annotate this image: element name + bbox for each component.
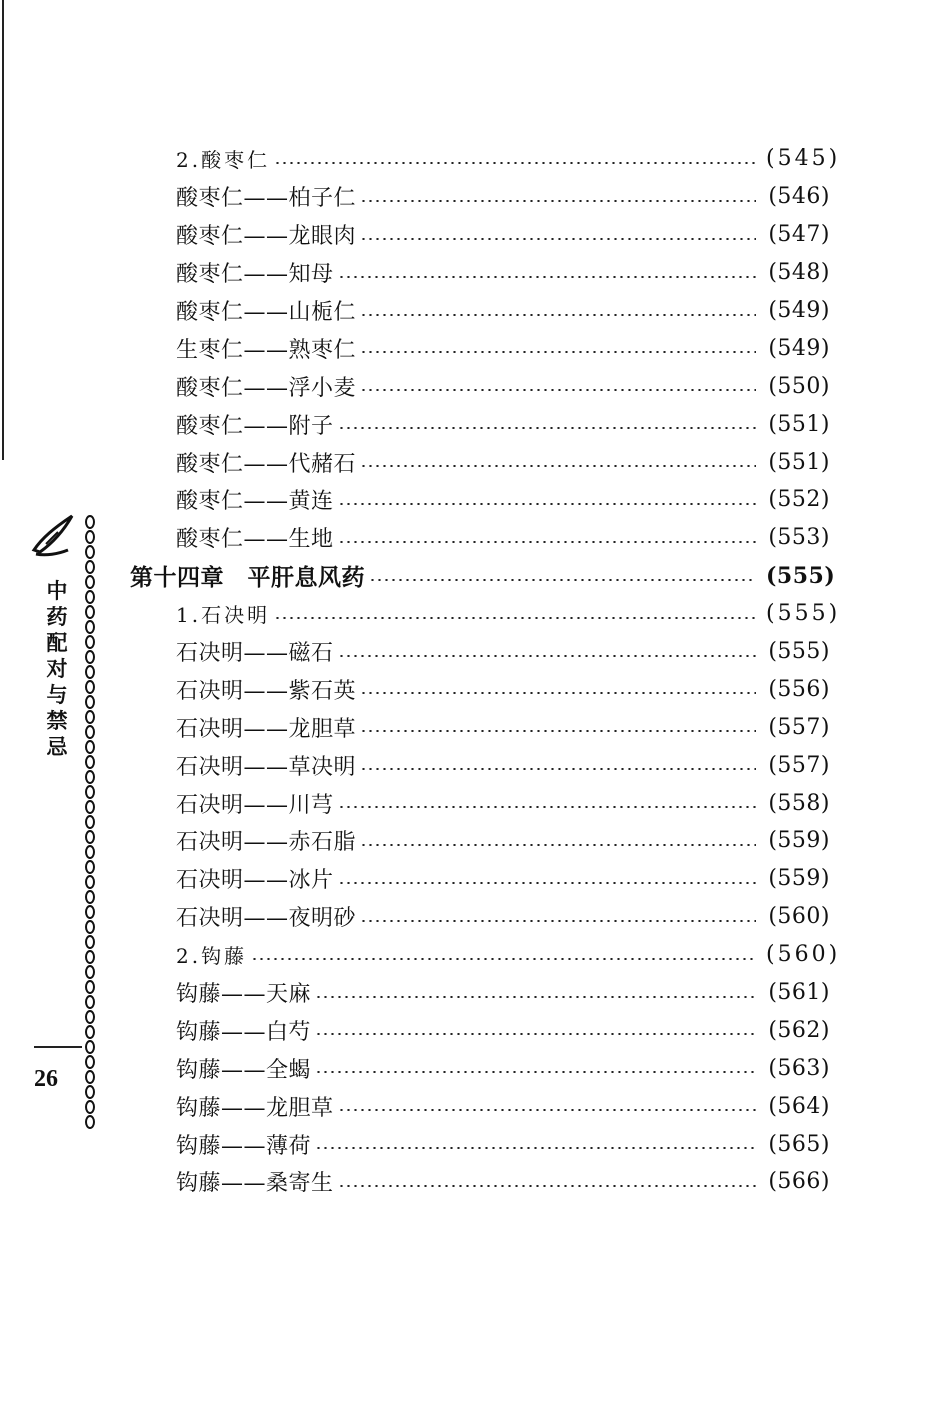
chain-link [86,726,94,738]
toc-entry-row [130,1011,830,1049]
toc-label: 石决明——紫石英 [176,678,357,704]
toc-leader-dots [360,692,756,694]
page-edge-rule [2,0,4,460]
toc-page-number: (564) [768,1093,830,1119]
toc-label: 酸枣仁——山栀仁 [176,300,357,325]
toc-page-number: (558) [768,790,830,816]
chain-link [86,621,94,633]
toc-leader-dots [315,1071,756,1073]
chain-link [86,516,94,528]
chain-link [86,816,94,828]
toc-label: 酸枣仁——附子 [176,413,334,439]
toc-leader-dots [338,806,756,808]
chain-link [86,936,94,948]
chain-link [86,981,94,993]
toc-label: 石决明——草决明 [176,754,357,780]
toc-page-number: (565) [768,1131,830,1157]
toc-page-number: (556) [768,676,830,702]
chain-link [86,786,94,798]
toc-page-number: (549) [768,335,830,361]
toc-entry-row [130,633,830,671]
toc-leader-dots [251,958,756,960]
chain-link [86,561,94,573]
toc-entry-row [130,822,830,860]
toc-entry-row [130,443,830,481]
toc-entry-row [130,367,830,405]
table-of-contents [130,140,841,1201]
toc-leader-dots [360,351,756,353]
toc-label: 钩藤——白芍 [176,1019,312,1045]
toc-entry-row [130,708,830,746]
toc-entry-row [130,405,830,443]
toc-page-number: (555) [768,639,830,665]
toc-entry-row [130,746,830,784]
toc-leader-dots [360,200,756,202]
chain-link [86,546,94,558]
toc-leader-dots [274,617,756,619]
chain-link [86,921,94,933]
toc-section-row [130,140,841,178]
page-number: 26 [34,1066,58,1092]
toc-leader-dots [338,276,756,278]
toc-leader-dots [360,920,756,922]
toc-page-number: (548) [768,260,830,286]
chain-link [86,1071,94,1083]
toc-entry-row [130,1125,830,1163]
toc-entry-row [130,519,830,557]
toc-page-number: (550) [768,373,830,399]
chain-link [86,1116,94,1128]
toc-label: 2.酸枣仁 [176,148,271,173]
chain-link [86,1101,94,1113]
toc-page-number: (545) [766,146,841,172]
chain-link [86,531,94,543]
chain-link [86,711,94,723]
chain-link [86,801,94,813]
toc-label: 第十四章 平肝息风药 [130,564,365,592]
toc-entry-row [130,974,830,1012]
toc-entry-row [130,254,830,292]
toc-label: 1.石决明 [176,603,271,628]
toc-label: 酸枣仁——生地 [176,527,334,553]
toc-leader-dots [360,730,756,732]
chain-link [86,861,94,873]
chain-link [86,831,94,843]
toc-page-number: (560) [766,942,841,968]
toc-leader-dots [338,503,756,505]
toc-leader-dots [360,465,756,467]
toc-leader-dots [338,541,756,543]
chain-ornament [82,510,98,1130]
toc-label: 钩藤——天麻 [176,982,312,1008]
chain-link [86,1041,94,1053]
toc-page-number: (557) [768,714,830,740]
toc-leader-dots [369,579,756,581]
toc-entry-row [130,292,830,330]
toc-label: 石决明——龙胆草 [176,716,357,742]
toc-page-number: (552) [768,487,830,513]
toc-entry-row [130,481,830,519]
toc-chapter-row [130,557,836,595]
toc-section-row [130,595,841,633]
toc-page-number: (551) [768,411,830,437]
toc-entry-row [130,216,830,254]
toc-entry-row [130,178,830,216]
toc-leader-dots [315,1033,756,1035]
toc-label: 钩藤——龙胆草 [176,1095,334,1121]
toc-page-number: (547) [768,222,830,248]
toc-leader-dots [338,1185,756,1187]
chain-link [86,741,94,753]
toc-label: 石决明——赤石脂 [176,830,357,856]
toc-leader-dots [360,768,756,770]
chain-link [86,651,94,663]
chain-link [86,876,94,888]
chain-link [86,591,94,603]
toc-label: 酸枣仁——代赭石 [176,451,357,477]
toc-leader-dots [360,844,756,846]
page-number-rule [34,1046,82,1048]
toc-leader-dots [360,389,756,391]
toc-entry-row [130,784,830,822]
chain-link [86,606,94,618]
quill-emblem-icon [28,510,78,560]
toc-entry-row [130,329,830,367]
toc-page-number: (557) [768,752,830,778]
chain-link [86,756,94,768]
toc-leader-dots [315,996,756,998]
toc-entry-row [130,1049,830,1087]
toc-entry-row [130,860,830,898]
chain-link [86,951,94,963]
toc-page-number: (559) [768,828,830,854]
toc-leader-dots [360,238,756,240]
toc-label: 酸枣仁——浮小麦 [176,375,357,401]
toc-label: 石决明——夜明砂 [176,906,357,932]
toc-label: 酸枣仁——柏子仁 [176,186,357,212]
chain-link [86,681,94,693]
toc-entry-row [130,1087,830,1125]
toc-label: 生枣仁——熟枣仁 [176,337,357,363]
toc-entry-row [130,898,830,936]
toc-label: 钩藤——薄荷 [176,1133,312,1159]
toc-page-number: (563) [768,1055,830,1081]
chain-link [86,771,94,783]
toc-label: 2.钩藤 [176,944,248,969]
toc-page-number: (559) [768,866,830,892]
toc-label: 石决明——磁石 [176,641,334,667]
toc-page-number: (566) [768,1169,830,1195]
toc-page-number: (553) [768,525,830,551]
book-title: 中药配对与禁忌 [46,579,68,759]
chain-link [86,696,94,708]
chain-link [86,996,94,1008]
chain-link [86,906,94,918]
chain-link [86,846,94,858]
toc-page-number: (551) [768,449,830,475]
toc-label: 石决明——冰片 [176,868,334,894]
toc-leader-dots [274,162,756,164]
toc-page-number: (555) [766,601,841,627]
toc-leader-dots [360,314,756,316]
toc-entry-row [130,1163,830,1201]
toc-page-number: (562) [768,1017,830,1043]
toc-page-number: (549) [768,298,830,323]
toc-label: 酸枣仁——知母 [176,262,334,288]
chain-link [86,1086,94,1098]
toc-leader-dots [338,882,756,884]
chain-link [86,1056,94,1068]
toc-entry-row [130,670,830,708]
side-margin [28,510,108,1130]
toc-page-number: (555) [766,562,836,589]
toc-label: 酸枣仁——黄连 [176,489,334,515]
chain-link [86,636,94,648]
toc-label: 石决明——川芎 [176,792,334,818]
toc-section-row [130,936,841,974]
toc-leader-dots [338,427,756,429]
toc-page-number: (560) [768,904,830,930]
toc-page-number: (546) [768,184,830,210]
chain-link [86,891,94,903]
chain-link [86,966,94,978]
toc-label: 钩藤——桑寄生 [176,1171,334,1197]
toc-label: 酸枣仁——龙眼肉 [176,224,357,250]
chain-link [86,1011,94,1023]
chain-link [86,576,94,588]
toc-leader-dots [315,1147,756,1149]
toc-leader-dots [338,655,756,657]
chain-link [86,666,94,678]
toc-page-number: (561) [768,980,830,1006]
toc-label: 钩藤——全蝎 [176,1057,312,1083]
chain-link [86,1026,94,1038]
toc-leader-dots [338,1109,756,1111]
